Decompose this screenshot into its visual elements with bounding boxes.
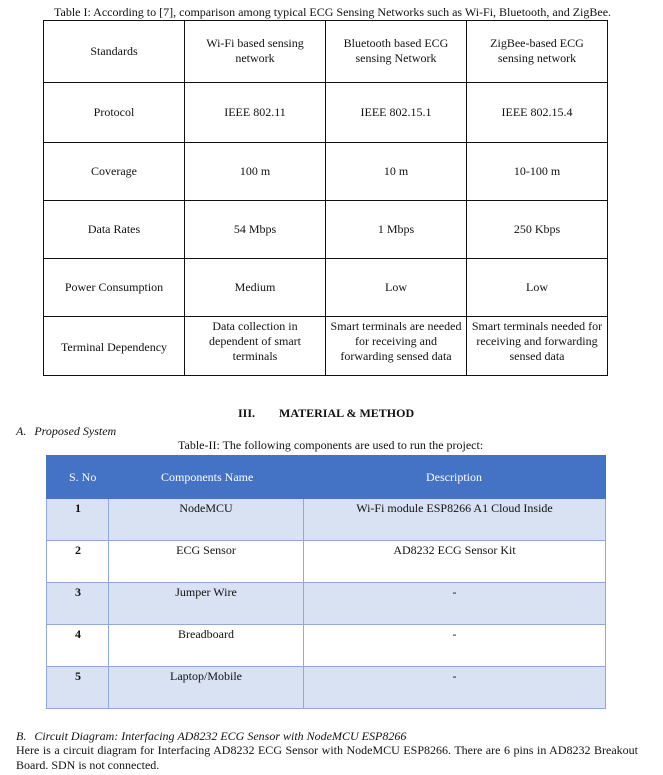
- table-cell: Wi-Fi module ESP8266 A1 Cloud Inside: [304, 499, 606, 541]
- table-cell: Coverage: [44, 143, 185, 200]
- table-cell: Protocol: [44, 82, 185, 143]
- table-cell: Data collection in dependent of smart terminals: [185, 317, 326, 376]
- table-row: [47, 583, 606, 625]
- table-header-cell: Standards: [44, 21, 185, 83]
- table2-caption: Table-II: The following components are used to run the project:: [178, 438, 484, 452]
- table-cell: IEEE 802.15.1: [326, 82, 467, 143]
- ecg-network-comparison-table: [43, 20, 608, 376]
- table-cell: 1: [47, 499, 109, 541]
- table-row: [44, 82, 608, 143]
- body-paragraph: Here is a circuit diagram for Interfacing AD8232 ECG Sensor with NodeMCU ESP8266. There are 6 pins in AD8232 Breakout Board. SDN is not connected.: [16, 743, 638, 772]
- table-cell: 10-100 m: [467, 143, 608, 200]
- table-row: [47, 499, 606, 541]
- section-number: III.: [238, 406, 256, 420]
- table-header-cell: Wi-Fi based sensing network: [185, 21, 326, 83]
- table1-caption: Table I: According to [7], comparison among typical ECG Sensing Networks such as Wi-Fi, Bluetooth, and ZigBee.: [54, 5, 612, 19]
- table-cell: 54 Mbps: [185, 200, 326, 258]
- table-header-cell: Description: [304, 456, 606, 499]
- table-cell: Breadboard: [109, 625, 304, 667]
- table-cell: 100 m: [185, 143, 326, 200]
- table-row: [47, 541, 606, 583]
- table-header-row: [44, 21, 608, 83]
- table-cell: Jumper Wire: [109, 583, 304, 625]
- table-header-row: [47, 456, 606, 499]
- table-cell: IEEE 802.15.4: [467, 82, 608, 143]
- table-cell: NodeMCU: [109, 499, 304, 541]
- table-cell: ECG Sensor: [109, 541, 304, 583]
- table-cell: Smart terminals are needed for receiving and forwarding sensed data: [326, 317, 467, 376]
- subsection-letter: A.: [16, 424, 27, 438]
- table-row: [44, 317, 608, 376]
- table-header-cell: ZigBee-based ECG sensing network: [467, 21, 608, 83]
- table-cell: 4: [47, 625, 109, 667]
- subsection-heading-a: [16, 424, 116, 439]
- table-header-cell: Components Name: [109, 456, 304, 499]
- components-table: [46, 455, 606, 709]
- table-cell: Medium: [185, 258, 326, 316]
- table-cell: AD8232 ECG Sensor Kit: [304, 541, 606, 583]
- table-cell: -: [304, 667, 606, 709]
- subsection-title: Circuit Diagram: Interfacing AD8232 ECG Sensor with NodeMCU ESP8266: [34, 729, 407, 743]
- table-cell: 1 Mbps: [326, 200, 467, 258]
- table-cell: Terminal Dependency: [44, 317, 185, 376]
- table-cell: 3: [47, 583, 109, 625]
- table-row: [47, 625, 606, 667]
- table-header-cell: Bluetooth based ECG sensing Network: [326, 21, 467, 83]
- table-cell: -: [304, 583, 606, 625]
- section-title: MATERIAL & METHOD: [279, 406, 415, 420]
- table-row: [47, 667, 606, 709]
- table-cell: Low: [467, 258, 608, 316]
- subsection-title: Proposed System: [34, 424, 117, 438]
- subsection-heading-b: [16, 729, 406, 744]
- table-row: [44, 143, 608, 200]
- section-heading: [238, 406, 414, 421]
- table-cell: Low: [326, 258, 467, 316]
- table-cell: Smart terminals needed for receiving and forwarding sensed data: [467, 317, 608, 376]
- table-cell: Laptop/Mobile: [109, 667, 304, 709]
- table-row: [44, 258, 608, 316]
- table-cell: -: [304, 625, 606, 667]
- table-cell: IEEE 802.11: [185, 82, 326, 143]
- table-cell: 250 Kbps: [467, 200, 608, 258]
- table-row: [44, 200, 608, 258]
- table-cell: Power Consumption: [44, 258, 185, 316]
- table-cell: 10 m: [326, 143, 467, 200]
- table-header-cell: S. No: [47, 456, 109, 499]
- table-cell: Data Rates: [44, 200, 185, 258]
- table-cell: 5: [47, 667, 109, 709]
- table-cell: 2: [47, 541, 109, 583]
- subsection-letter: B.: [16, 729, 27, 743]
